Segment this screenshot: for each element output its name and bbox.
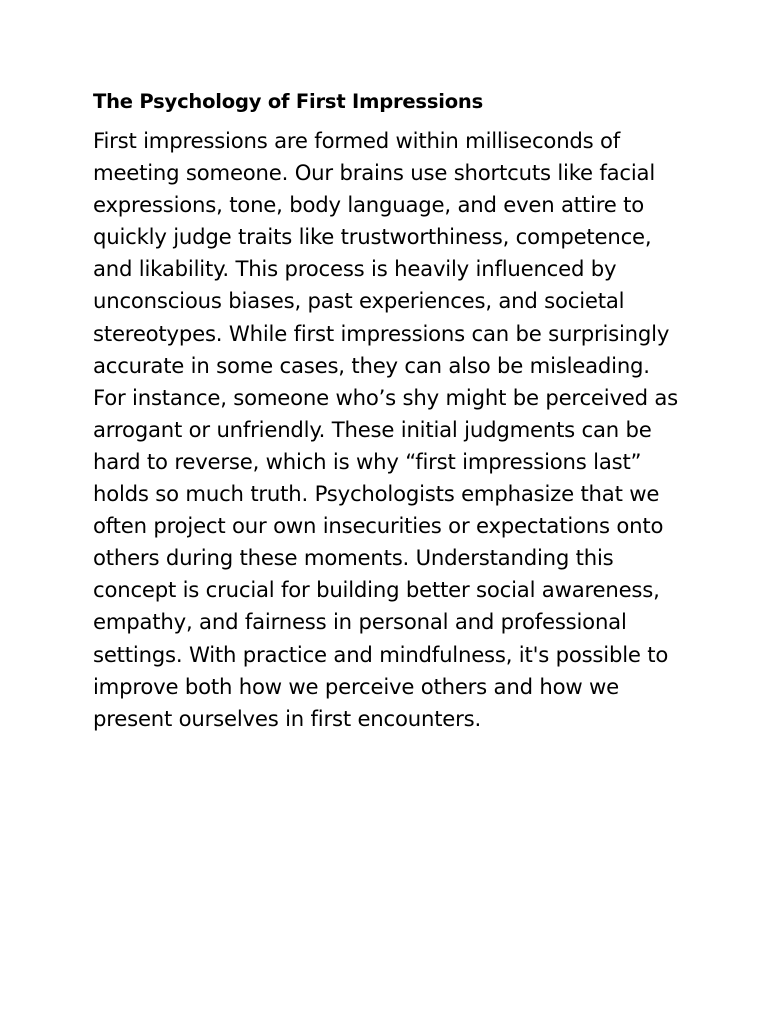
paragraph-line: expressions, tone, body language, and even attire to bbox=[93, 192, 644, 218]
paragraph-line: unconscious biases, past experiences, and societal bbox=[93, 288, 625, 314]
paragraph-line: holds so much truth. Psychologists emphasize that we bbox=[93, 481, 660, 507]
paragraph-line: hard to reverse, which is why “first impressions last” bbox=[93, 448, 642, 474]
paragraph-line: concept is crucial for building better social awareness, bbox=[93, 577, 660, 603]
paragraph-line: stereotypes. While first impressions can be surprisingly bbox=[93, 320, 670, 346]
paragraph-line: present ourselves in first encounters. bbox=[93, 705, 482, 731]
document-title: The Psychology of First Impressions bbox=[93, 90, 484, 113]
paragraph-line: improve both how we perceive others and how we bbox=[93, 673, 619, 699]
body-paragraph bbox=[93, 125, 693, 735]
paragraph-line: others during these moments. Understanding this bbox=[93, 545, 614, 571]
document-body bbox=[93, 88, 693, 735]
paragraph-line: settings. With practice and mindfulness, it's possible to bbox=[93, 641, 669, 667]
paragraph-line: meeting someone. Our brains use shortcuts like facial bbox=[93, 160, 656, 186]
paragraph-line: For instance, someone who’s shy might be perceived as bbox=[93, 384, 679, 410]
paragraph-line: arrogant or unfriendly. These initial judgments can be bbox=[93, 416, 652, 442]
paragraph-line: First impressions are formed within milliseconds of bbox=[93, 128, 621, 153]
paragraph-line: empathy, and fairness in personal and professional bbox=[93, 609, 627, 635]
paragraph-line: often project our own insecurities or expectations onto bbox=[93, 513, 664, 539]
paragraph-line: accurate in some cases, they can also be misleading. bbox=[93, 352, 650, 378]
paragraph-line: quickly judge traits like trustworthiness, competence, bbox=[93, 224, 652, 250]
paragraph-line: and likability. This process is heavily influenced by bbox=[93, 256, 617, 282]
